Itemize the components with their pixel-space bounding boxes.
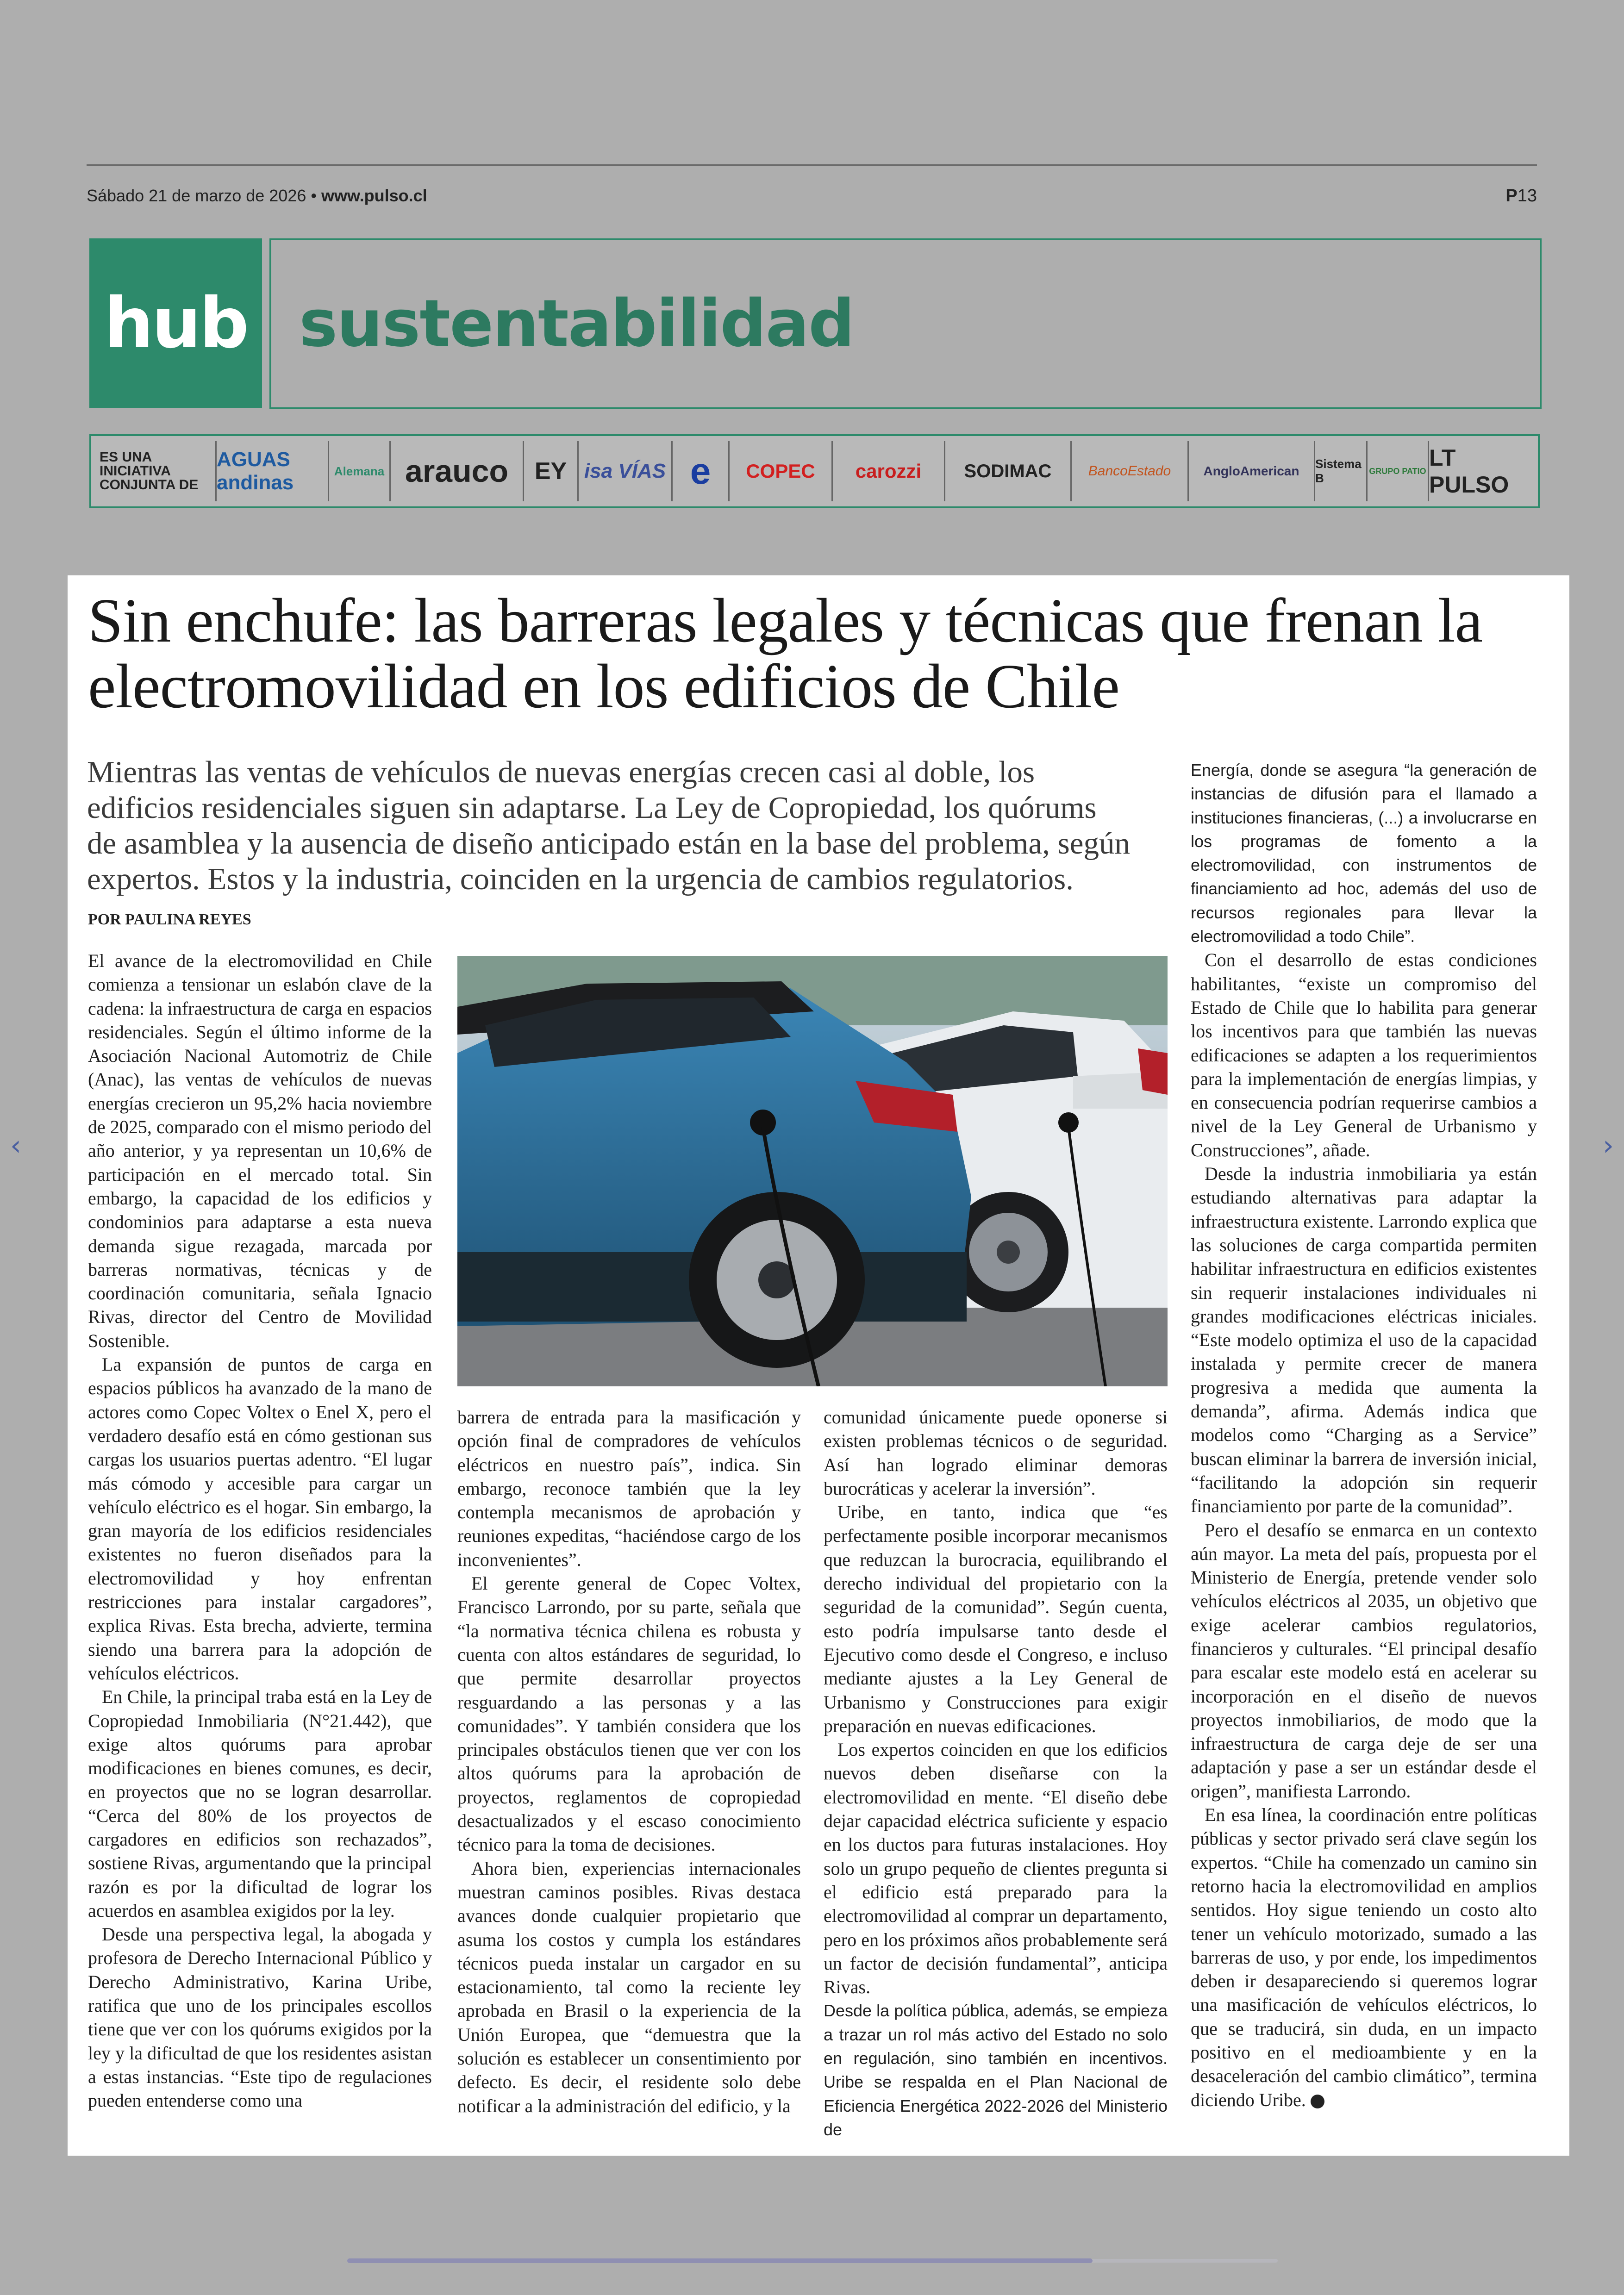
sponsor-intro: ES UNA INICIATIVA CONJUNTA DE (100, 449, 199, 493)
sponsor-logo: GRUPO PATIO (1366, 441, 1428, 501)
sponsor-logo: arauco (389, 441, 523, 501)
paragraph: Los expertos coinciden en que los edificios nuevos deben diseñarse con la electromovilidad en mente. “El diseño debe dejar capacidad eléctrica suficiente y espacio en los ductos para futuras instalaciones. Hoy solo un grupo pequeño de clientes pregunta si el edificio está preparado para la electromovilidad al comprar un departamento, pero en los próximos años probablemente será un factor de decisión fundamental”, anticipa Rivas. (824, 1739, 1168, 1998)
text-column-3 (824, 1405, 1168, 2141)
sponsor-logo: BancoEstado (1070, 441, 1187, 501)
sponsor-logo: e (671, 441, 728, 501)
article-photo (457, 956, 1168, 1386)
paragraph: Con el desarrollo de estas condiciones habilitantes, “existe un compromiso del Estado de Chile que lo habilita para generar los incentivos para que también las nuevas edificaciones se adapten a los requerimientos para la implementación de energías limpias, y en consecuencia podrían requerirse cambios a nivel de la Ley General de Urbanismo y Construcciones”, añade. (1191, 949, 1537, 1160)
hub-logo: hub (89, 238, 262, 408)
paragraph: En Chile, la principal traba está en la Ley de Copropiedad Inmobiliaria (N°21.442), que exige altos quórums para aprobar modificaciones en bienes comunes, es decir, en proyectos que no se logran desarrollar. “Cerca del 80% de los proyectos de cargadores en edificios son rechazados”, sostiene Rivas, argumentando que la principal razón es por la dificultad de lograr los acuerdos en asamblea exigidos por la ley. (88, 1686, 432, 1921)
paragraph: comunidad únicamente puede oponerse si existen problemas técnicos o de seguridad. Así han logrado eliminar demoras burocráticas y acelerar la inversión”. (824, 1407, 1168, 1499)
sponsor-logo: SODIMAC (944, 441, 1070, 501)
headline: Sin enchufe: las barreras legales y técnicas que frenan la electromovilidad en los edificios de Chile (88, 586, 1482, 721)
paragraph: El avance de la electromovilidad en Chile comienza a tensionar un eslabón clave de la cadena: la infraestructura de carga en espacios residenciales. Según el último informe de la Asociación Nacional Automotriz de Chile (Anac), las ventas de vehículos de nuevas energías crecieron un 95,2% hacia noviembre de 2025, comparado con el mismo periodo del año anterior, y ya representan un 10,6% de participación en el mercado total. Sin embargo, la capacidad de los edificios y condominios para adaptarse a esta nueva demanda sigue rezagada, marcada por barreras normativas, técnicas y de coordinación comunitaria, señala Ignacio Rivas, director del Centro de Movilidad Sostenible. (88, 950, 432, 1351)
paragraph: Desde la industria inmobiliaria ya están estudiando alternativas para adaptar la infraestructura existente. Larrondo explica que las soluciones de carga compartida permiten habilitar infraestructura en edificios existentes sin requerir instalaciones individuales ni grandes modificaciones eléctricas iniciales. “Este modelo optimiza el uso de la capacidad instalada y permite crecer de manera progresiva a medida que aumenta la demanda”, afirma. Además indica que modelos como “Charging as a Service” buscan eliminar la barrera de inversión inicial, “facilitando la adopción sin requerir financiamiento por parte de la comunidad”. (1191, 1163, 1537, 1517)
sponsor-logo: AGUAS andinas (215, 441, 328, 501)
header-rule (87, 164, 1537, 166)
prev-page-button[interactable] (10, 1129, 21, 1162)
paragraph: Desde la política pública, además, se empieza a trazar un rol más activo del Estado no solo en regulación, sino también en incentivos. Uribe se respalda en el Plan Nacional de Eficiencia Energética 2022-2026 del Ministerio de (824, 2001, 1168, 2139)
paragraph: El gerente general de Copec Voltex, Francisco Larrondo, por su parte, señala que “la normativa técnica chilena es robusta y cuenta con altos estándares de seguridad, lo que permite desarrollar proyectos resguardando a las personas y a las comunidades”. Y también considera que los principales obstáculos tienen que ver con los altos quórums para la aprobación de proyectos, reglamentos de copropiedad desactualizados y el escaso conocimiento técnico para la toma de decisiones. (457, 1573, 801, 1855)
sponsor-logo: LT PULSO (1428, 441, 1522, 501)
next-page-button[interactable] (1603, 1129, 1614, 1162)
section-title: sustentabilidad (299, 286, 854, 362)
sponsor-logo: Sistema B (1314, 441, 1366, 501)
text-column-1 (88, 949, 432, 2113)
dateline: Sábado 21 de marzo de 2026 • www.pulso.cl (87, 186, 427, 205)
site-link[interactable]: www.pulso.cl (321, 186, 427, 205)
paragraph: Ahora bien, experiencias internacionales muestran caminos posibles. Rivas destaca avances donde cualquier propietario que asuma los costos y cumpla los estándares técnicos pueda instalar un cargador en su estacionamiento, tal como la reciente ley aprobada en Brasil o la experiencia de la Unión Europea, que “demuestra que la solución es establecer un consentimiento por defecto. Es decir, el residente solo debe notificar a la administración del edificio, y la (457, 1858, 801, 2116)
scroll-thumb[interactable] (347, 2258, 1093, 2263)
text-column-4 (1191, 758, 1537, 2112)
paragraph: barrera de entrada para la masificación y opción final de compradores de vehículos eléctricos en nuestro país”, indica. Sin embargo, reconoce también que la ley contempla mecanismos de aprobación y reuniones expeditas, “haciéndose cargo de los inconvenientes”. (457, 1407, 801, 1570)
page-number: P13 (1505, 186, 1537, 206)
sponsor-logo: Alemana (328, 441, 389, 501)
paragraph: Energía, donde se asegura “la generación de instancias de difusión para el llamado a instituciones financieras, (...) a involucrarse en los programas de fomento a la electromovilidad, con instrumentos de financiamiento ad hoc, además del uso de recursos regionales para llevar la electromovilidad a todo Chile”. (1191, 761, 1537, 946)
chevron-left-icon: ‹ (10, 1129, 21, 1162)
text-column-2 (457, 1405, 801, 2118)
sponsor-logo: carozzi (831, 441, 944, 501)
sponsor-strip (89, 434, 1540, 508)
sponsor-logo: EY (523, 441, 577, 501)
sponsor-logo: isa VÍAS (577, 441, 671, 501)
chevron-right-icon: › (1603, 1129, 1614, 1162)
paragraph: Pero el desafío se enmarca en un contexto aún mayor. La meta del país, propuesta por el Ministerio de Energía, pretende vender solo vehículos eléctricos al 2035, un objetivo que exige acelerar cambios regulatorios, financieros y culturales. “El principal desafío para escalar este modelo está en acelerar su incorporación en el diseño de nuevos proyectos inmobiliarios, de modo que la infraestructura de carga deje de ser una adaptación y pase a ser un estándar desde el origen”, manifiesta Larrondo. (1191, 1519, 1537, 1802)
byline: POR PAULINA REYES (88, 911, 251, 928)
dek: Mientras las ventas de vehículos de nuevas energías crecen casi al doble, los edificios residenciales siguen sin adaptarse. La Ley de Copropiedad, los quórums de asamblea y la ausencia de diseño anticipado están en la base del problema, según expertos. Estos y la industria, coinciden en la urgencia de cambios regulatorios. (87, 755, 1130, 896)
electric-cars-charging-photo (457, 956, 1168, 1386)
paragraph: Desde una perspectiva legal, la abogada y profesora de Derecho Internacional Público y Derecho Administrativo, Karina Uribe, ratifica que uno de los principales escollos tiene que ver con los quórums exigidos por la ley y la dificultad de que los residentes asistan a estas instancias. “Este tipo de regulaciones pueden entenderse como una (88, 1924, 432, 2111)
sponsor-logo: COPEC (728, 441, 831, 501)
sponsor-logo: AngloAmerican (1187, 441, 1314, 501)
paragraph: Uribe, en tanto, indica que “es perfectamente posible incorporar mecanismos que reduzcan la burocracia, equilibrando el derecho individual del propietario con la seguridad de la comunidad”. Según cuenta, esto podría impulsarse tanto desde el Ejecutivo como desde el Congreso, e incluso mediante ajustes a la Ley General de Urbanismo y Construcciones para exigir preparación en nuevas edificaciones. (824, 1502, 1168, 1736)
section-banner (269, 238, 1542, 409)
paragraph: La expansión de puntos de carga en espacios públicos ha avanzado de la mano de actores como Copec Voltex o Enel X, pero el verdadero desafío está en cómo gestionan sus cargas los usuarios puertas adentro. “El lugar más cómodo y accesible para cargar un vehículo eléctrico es el hogar. Sin embargo, la gran mayoría de los edificios residenciales existentes no fueron diseñados para la electromovilidad y hoy enfrentan restricciones para instalar cargadores”, explica Rivas. Esta brecha, advierte, termina siendo una barrera para la adopción de vehículos eléctricos. (88, 1354, 432, 1684)
end-mark-icon (1311, 2095, 1324, 2108)
paragraph: En esa línea, la coordinación entre políticas públicas y sector privado será clave según los expertos. “Chile ha comenzado un camino sin retorno hacia la electromovilidad en amplios sentidos. Hoy sigue teniendo un costo alto tener un vehículo motorizado, sumado a las barreras de uso, y por ende, los impedimentos deben ir desapareciendo si queremos lograr una masificación de vehículos eléctricos, lo que se traducirá, sin duda, en un impacto positivo en el medioambiente y en la desaceleración del cambio climático”, termina diciendo Uribe. (1191, 1804, 1537, 2110)
